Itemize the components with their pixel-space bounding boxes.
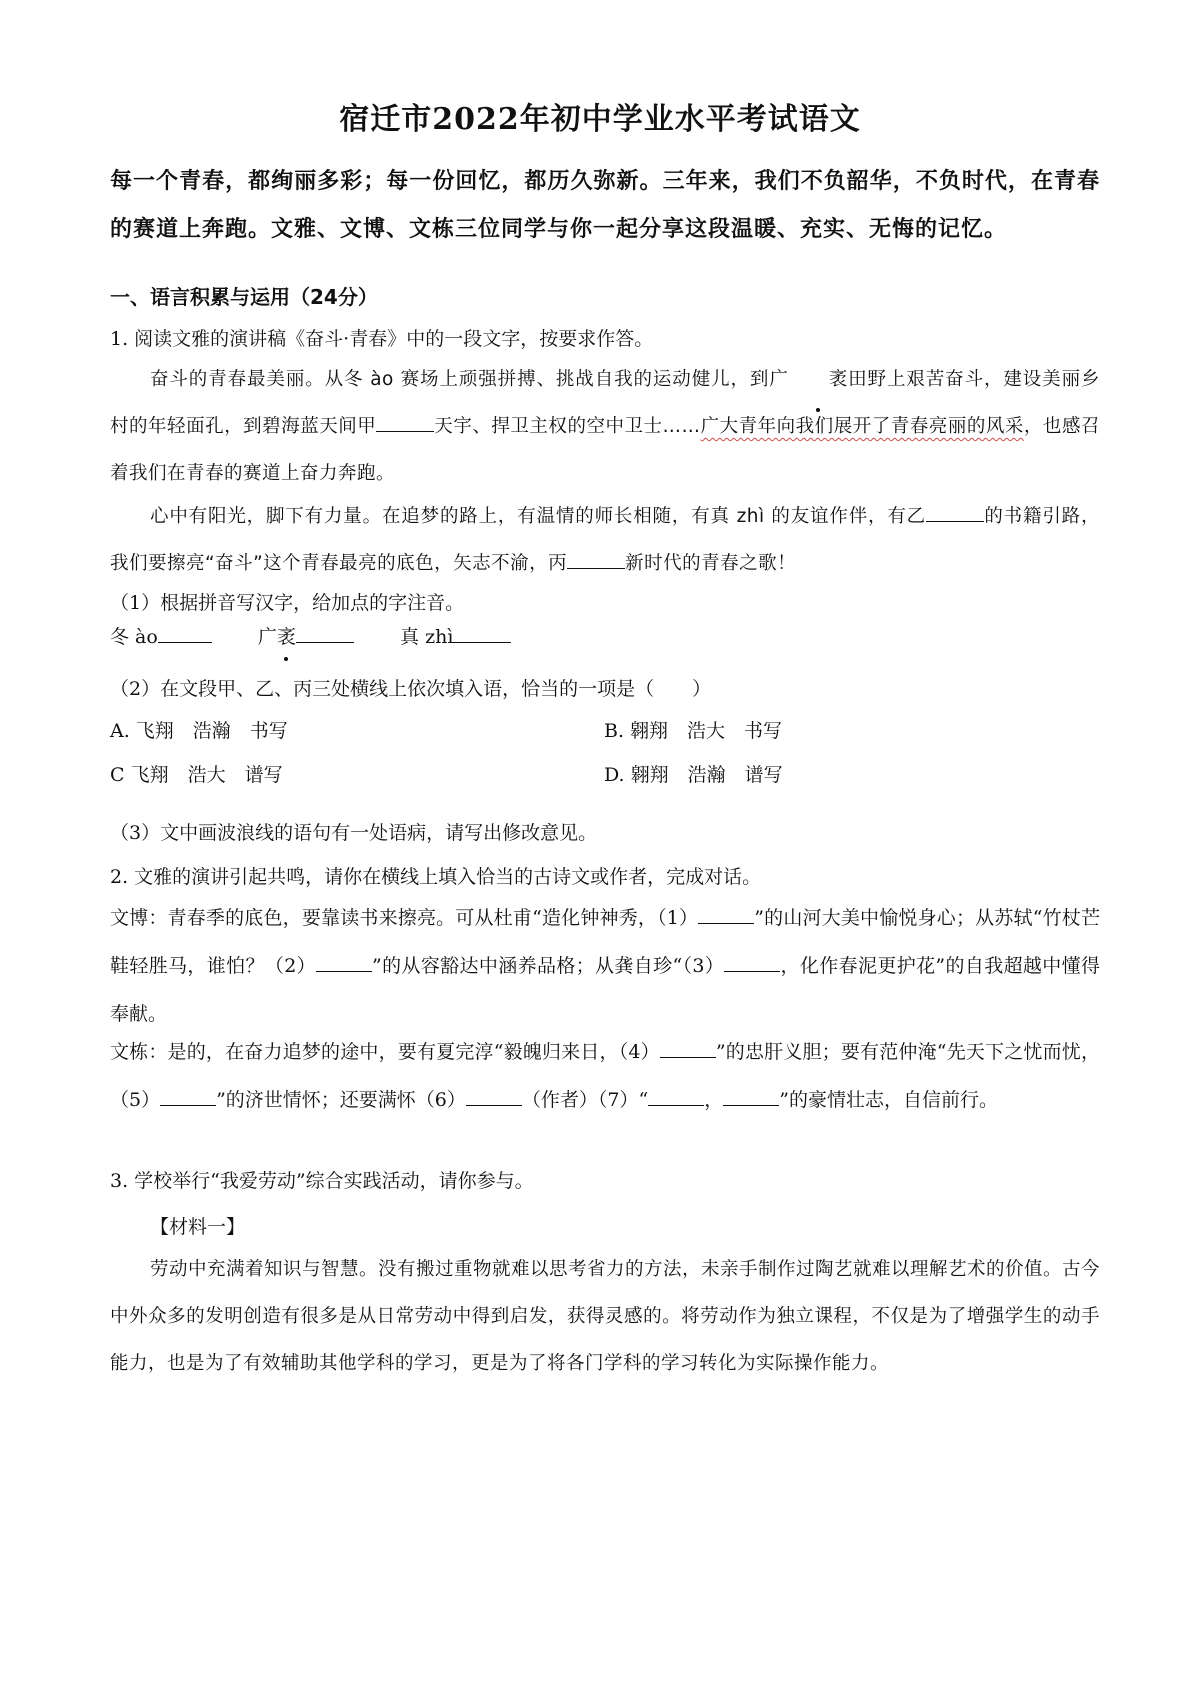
- option-b: B. 翱翔 浩大 书写: [604, 720, 783, 742]
- passage-text: 新时代的青春之歌！: [625, 553, 797, 574]
- passage-text: 田野上艰苦奋斗，建设美丽乡村的年轻面孔，到碧海蓝天间甲: [110, 369, 1100, 437]
- pinyin-word-3: 真 zhì: [400, 626, 454, 648]
- dialogue-wenbo: [110, 894, 1100, 1038]
- passage-text: 心中有阳光，脚下有力量。在追梦的路上，有温情的师长相随，有真 zhì 的友谊作伴，有乙: [150, 506, 927, 527]
- dialogue-text: 文栋：是的，在奋力追梦的途中，要有夏完淳“毅魄归来日，（4）: [110, 1041, 660, 1063]
- option-a: A. 飞翔 浩瀚 书写: [110, 720, 288, 742]
- pinyin-word-1: 冬 ào: [110, 626, 158, 648]
- blank-7a: [648, 1087, 704, 1106]
- passage-paragraph-1: [110, 356, 1100, 497]
- passage-text: ，也感召着我们在青春的赛道上奋力奔跑。: [110, 416, 1100, 484]
- page-title: 宿迁市2022年初中学业水平考试语文: [339, 102, 861, 137]
- sub-question-3: （3）文中画波浪线的语句有一处语病，请写出修改意见。: [110, 822, 598, 844]
- question-3-stem: 3. 学校举行“我爱劳动”综合实践活动，请你参与。: [110, 1170, 534, 1192]
- pinyin-blank-1: [158, 624, 212, 643]
- blank-1: [698, 905, 754, 924]
- dialogue-text: 文博：青春季的底色，要靠读书来擦亮。可从杜甫“造化钟神秀，（1）: [110, 907, 699, 929]
- option-c: C 飞翔 浩大 谱写: [110, 764, 283, 786]
- passage-text: 天宇、捍卫主权的空中卫士……: [434, 416, 701, 437]
- intro-paragraph: 每一个青春，都绚丽多彩；每一份回忆，都历久弥新。三年来，我们不负韶华，不负时代，在青春的赛道上奔跑。文雅、文博、文栋三位同学与你一起分享这段温暖、充实、无悔的记忆。: [110, 169, 1100, 242]
- wavy-underlined-sentence: 广大青年向我们展开了青春亮丽的风采: [700, 416, 1024, 437]
- question-1-stem: 1. 阅读文雅的演讲稿《奋斗·青春》中的一段文字，按要求作答。: [110, 328, 654, 350]
- pinyin-word-2: 广: [257, 626, 277, 648]
- pinyin-row: [110, 622, 511, 652]
- blank-yi: [926, 503, 984, 522]
- dialogue-text: ”的豪情壮志，自信前行。: [779, 1089, 998, 1111]
- blank-4: [660, 1039, 716, 1058]
- blank-2: [316, 953, 372, 972]
- sub-question-1: （1）根据拼音写汉字，给加点的字注音。: [110, 592, 465, 614]
- blank-5: [160, 1087, 216, 1106]
- sub-question-2: （2）在文段甲、乙、丙三处横线上依次填入语，恰当的一项是（ ）: [110, 678, 712, 700]
- question-2-stem: 2. 文雅的演讲引起共鸣，请你在横线上填入恰当的古诗文或作者，完成对话。: [110, 866, 762, 888]
- material-label: 【材料一】: [150, 1216, 246, 1238]
- dialogue-text: （作者）（7）“: [521, 1089, 649, 1111]
- dialogue-text: ”的济世情怀；还要满怀（6）: [216, 1089, 466, 1111]
- blank-3: [724, 953, 780, 972]
- blank-jia: [376, 413, 434, 432]
- dialogue-text: ”的忠肝义胆；要有范仲淹“先天下之忧而忧，（5）: [110, 1041, 1100, 1111]
- passage-text: 奋斗的青春最美丽。从冬 ào 赛场上顽强拼搏、挑战自我的运动健儿，到广: [150, 369, 789, 390]
- dialogue-text: ，化作春泥更护花”的自我超越中懂得奉献。: [110, 955, 1100, 1025]
- dialogue-text: ”的山河大美中愉悦身心；从苏轼“竹杖芒鞋轻胜马，谁怕？（2）: [110, 907, 1100, 977]
- section-heading: 一、语言积累与运用（24分）: [110, 285, 378, 309]
- dialogue-text: ，: [704, 1089, 724, 1111]
- blank-bing: [567, 550, 625, 569]
- dialogue-wendong: [110, 1028, 1100, 1124]
- material-passage: 劳动中充满着知识与智慧。没有搬过重物就难以思考省力的方法，未亲手制作过陶艺就难以理解艺术的价值。古今中外众多的发明创造有很多是从日常劳动中得到启发，获得灵感的。将劳动作为独立课程，不仅是为了增强学生的动手能力，也是为了有效辅助其他学科的学习，更是为了将各门学科的学习转化为实际操作能力。: [110, 1259, 1101, 1374]
- passage-text: 的书籍引路，我们要擦亮“奋斗”这个青春最亮的底色，矢志不渝，丙: [110, 506, 1100, 574]
- blank-7b: [723, 1087, 779, 1106]
- blank-6: [466, 1087, 522, 1106]
- dialogue-text: ”的从容豁达中涵养品格；从龚自珍“（3）: [372, 955, 725, 977]
- pinyin-blank-2: [296, 624, 354, 643]
- dotted-character: 袤: [789, 356, 848, 403]
- option-d: D. 翱翔 浩瀚 谱写: [604, 764, 783, 786]
- pinyin-blank-3: [453, 624, 511, 643]
- dotted-character: 袤: [277, 622, 296, 652]
- passage-paragraph-2: [110, 493, 1100, 587]
